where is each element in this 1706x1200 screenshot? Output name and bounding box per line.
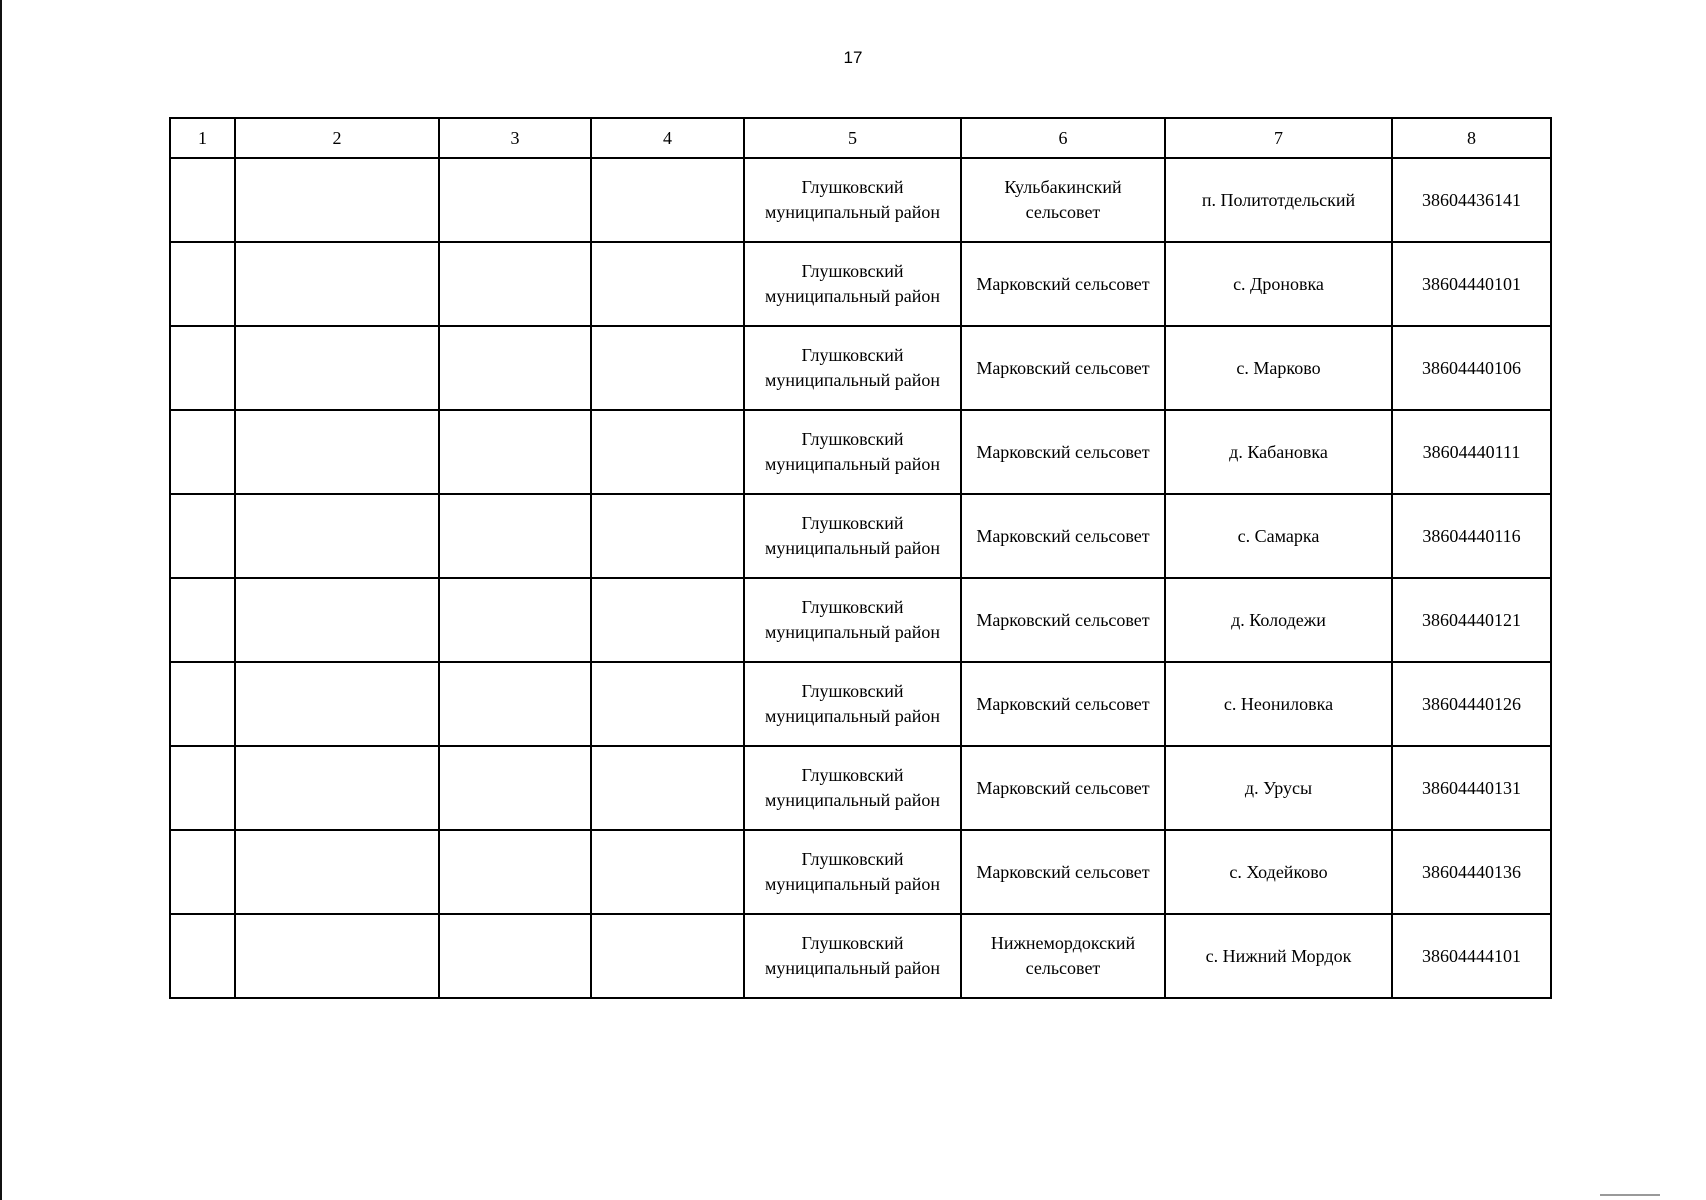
col-1-cell xyxy=(170,830,235,914)
table-row xyxy=(170,326,1551,410)
col-3-cell xyxy=(439,746,591,830)
header-row xyxy=(170,118,1551,158)
table-row xyxy=(170,914,1551,998)
district-cell: Глушковский муниципальный район xyxy=(744,830,961,914)
council-cell: Кульбакинский сельсовет xyxy=(961,158,1165,242)
oktmo-code-cell: 38604440116 xyxy=(1392,494,1551,578)
table-header xyxy=(170,118,1551,158)
col-3-cell xyxy=(439,662,591,746)
col-2-cell xyxy=(235,494,439,578)
column-header-5: 5 xyxy=(744,118,961,158)
column-header-8: 8 xyxy=(1392,118,1551,158)
oktmo-code-cell: 38604440131 xyxy=(1392,746,1551,830)
settlement-cell: д. Урусы xyxy=(1165,746,1392,830)
settlement-cell: с. Ходейково xyxy=(1165,830,1392,914)
district-cell: Глушковский муниципальный район xyxy=(744,494,961,578)
column-header-1: 1 xyxy=(170,118,235,158)
col-2-cell xyxy=(235,410,439,494)
column-header-4: 4 xyxy=(591,118,744,158)
table-row xyxy=(170,578,1551,662)
council-cell: Марковский сельсовет xyxy=(961,578,1165,662)
settlement-cell: д. Кабановка xyxy=(1165,410,1392,494)
district-cell: Глушковский муниципальный район xyxy=(744,242,961,326)
col-3-cell xyxy=(439,326,591,410)
col-1-cell xyxy=(170,410,235,494)
col-1-cell xyxy=(170,746,235,830)
col-4-cell xyxy=(591,410,744,494)
district-cell: Глушковский муниципальный район xyxy=(744,158,961,242)
district-cell: Глушковский муниципальный район xyxy=(744,410,961,494)
col-2-cell xyxy=(235,662,439,746)
col-1-cell xyxy=(170,242,235,326)
col-3-cell xyxy=(439,410,591,494)
oktmo-code-cell: 38604440111 xyxy=(1392,410,1551,494)
oktmo-code-cell: 38604440101 xyxy=(1392,242,1551,326)
settlement-cell: с. Дроновка xyxy=(1165,242,1392,326)
col-4-cell xyxy=(591,830,744,914)
column-header-2: 2 xyxy=(235,118,439,158)
col-2-cell xyxy=(235,914,439,998)
column-header-7: 7 xyxy=(1165,118,1392,158)
council-cell: Марковский сельсовет xyxy=(961,662,1165,746)
settlement-cell: с. Неониловка xyxy=(1165,662,1392,746)
table-row xyxy=(170,746,1551,830)
col-4-cell xyxy=(591,578,744,662)
table-row xyxy=(170,158,1551,242)
col-3-cell xyxy=(439,578,591,662)
settlement-cell: д. Колодежи xyxy=(1165,578,1392,662)
oktmo-code-cell: 38604444101 xyxy=(1392,914,1551,998)
col-2-cell xyxy=(235,830,439,914)
table-row xyxy=(170,410,1551,494)
col-1-cell xyxy=(170,158,235,242)
settlement-cell: п. Политотдельский xyxy=(1165,158,1392,242)
col-3-cell xyxy=(439,914,591,998)
col-4-cell xyxy=(591,494,744,578)
page-number: 17 xyxy=(843,48,863,67)
col-1-cell xyxy=(170,578,235,662)
col-3-cell xyxy=(439,494,591,578)
district-cell: Глушковский муниципальный район xyxy=(744,914,961,998)
col-4-cell xyxy=(591,746,744,830)
col-2-cell xyxy=(235,158,439,242)
col-4-cell xyxy=(591,158,744,242)
col-2-cell xyxy=(235,326,439,410)
col-2-cell xyxy=(235,242,439,326)
council-cell: Марковский сельсовет xyxy=(961,746,1165,830)
col-4-cell xyxy=(591,662,744,746)
table-row xyxy=(170,242,1551,326)
council-cell: Марковский сельсовет xyxy=(961,494,1165,578)
col-2-cell xyxy=(235,746,439,830)
table-body xyxy=(170,158,1551,998)
settlement-cell: с. Нижний Мордок xyxy=(1165,914,1392,998)
col-1-cell xyxy=(170,494,235,578)
district-cell: Глушковский муниципальный район xyxy=(744,578,961,662)
scan-artifact xyxy=(1600,1194,1660,1196)
district-cell: Глушковский муниципальный район xyxy=(744,746,961,830)
col-3-cell xyxy=(439,158,591,242)
oktmo-code-cell: 38604440126 xyxy=(1392,662,1551,746)
oktmo-code-cell: 38604436141 xyxy=(1392,158,1551,242)
col-4-cell xyxy=(591,242,744,326)
col-3-cell xyxy=(439,830,591,914)
col-4-cell xyxy=(591,326,744,410)
scan-left-border xyxy=(0,0,2,1200)
column-header-6: 6 xyxy=(961,118,1165,158)
col-3-cell xyxy=(439,242,591,326)
table-row xyxy=(170,494,1551,578)
col-2-cell xyxy=(235,578,439,662)
table-row xyxy=(170,662,1551,746)
table-row xyxy=(170,830,1551,914)
council-cell: Марковский сельсовет xyxy=(961,326,1165,410)
settlements-table xyxy=(169,117,1552,999)
settlement-cell: с. Самарка xyxy=(1165,494,1392,578)
col-4-cell xyxy=(591,914,744,998)
settlement-cell: с. Марково xyxy=(1165,326,1392,410)
district-cell: Глушковский муниципальный район xyxy=(744,662,961,746)
oktmo-code-cell: 38604440106 xyxy=(1392,326,1551,410)
district-cell: Глушковский муниципальный район xyxy=(744,326,961,410)
col-1-cell xyxy=(170,326,235,410)
oktmo-code-cell: 38604440136 xyxy=(1392,830,1551,914)
column-header-3: 3 xyxy=(439,118,591,158)
council-cell: Марковский сельсовет xyxy=(961,830,1165,914)
col-1-cell xyxy=(170,662,235,746)
council-cell: Нижнемордокский сельсовет xyxy=(961,914,1165,998)
council-cell: Марковский сельсовет xyxy=(961,410,1165,494)
col-1-cell xyxy=(170,914,235,998)
oktmo-code-cell: 38604440121 xyxy=(1392,578,1551,662)
council-cell: Марковский сельсовет xyxy=(961,242,1165,326)
